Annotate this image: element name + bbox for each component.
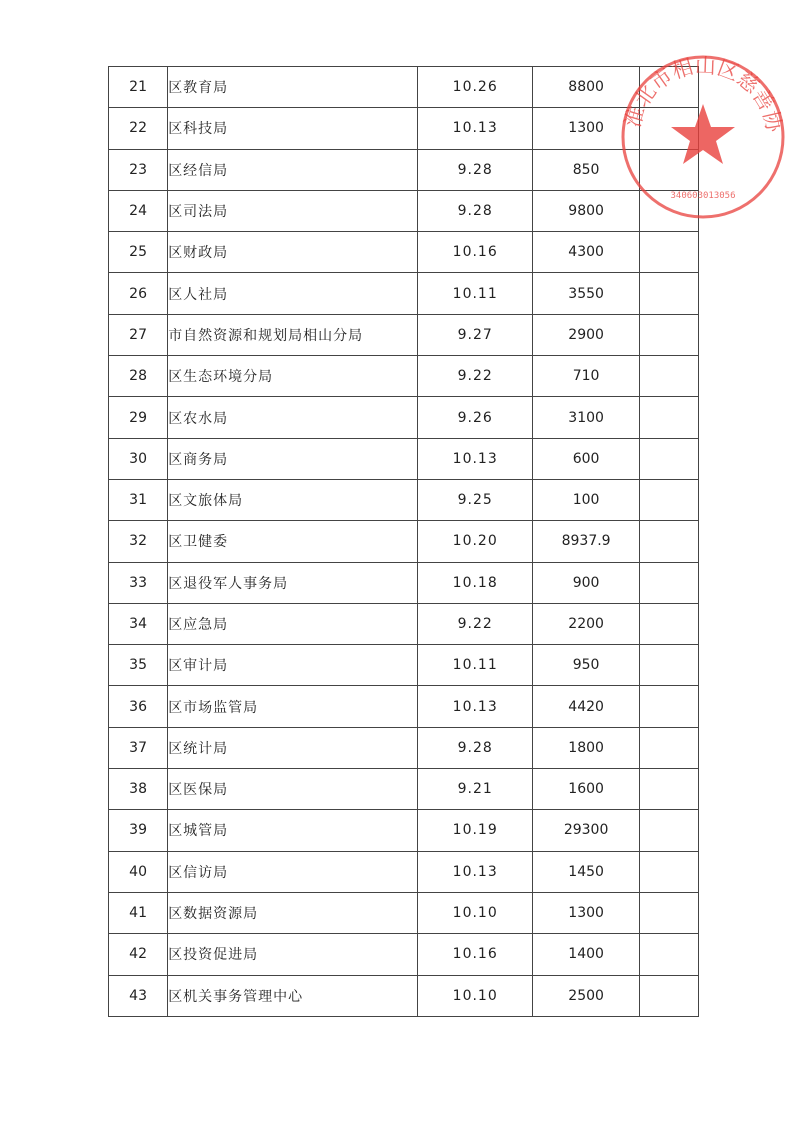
row-number-cell: 32 <box>109 521 168 562</box>
table-row <box>109 975 699 1016</box>
date-cell: 10.10 <box>418 975 533 1016</box>
row-number-cell: 26 <box>109 273 168 314</box>
amount-cell: 3100 <box>533 397 639 438</box>
unit-name-cell: 区教育局 <box>168 67 418 108</box>
row-number-cell: 33 <box>109 562 168 603</box>
row-number-cell: 28 <box>109 356 168 397</box>
table-row <box>109 892 699 933</box>
row-number-cell: 25 <box>109 232 168 273</box>
unit-name-cell: 区农水局 <box>168 397 418 438</box>
unit-name-cell: 区商务局 <box>168 438 418 479</box>
row-number-cell: 29 <box>109 397 168 438</box>
table-row <box>109 273 699 314</box>
date-cell: 10.18 <box>418 562 533 603</box>
remark-cell <box>639 810 698 851</box>
amount-cell: 950 <box>533 645 639 686</box>
remark-cell <box>639 769 698 810</box>
remark-cell <box>639 479 698 520</box>
date-cell: 9.27 <box>418 314 533 355</box>
unit-name-cell: 区科技局 <box>168 108 418 149</box>
date-cell: 10.19 <box>418 810 533 851</box>
remark-cell <box>639 232 698 273</box>
unit-name-cell: 区数据资源局 <box>168 892 418 933</box>
date-cell: 9.22 <box>418 603 533 644</box>
date-cell: 10.13 <box>418 438 533 479</box>
row-number-cell: 42 <box>109 934 168 975</box>
table-row <box>109 232 699 273</box>
row-number-cell: 21 <box>109 67 168 108</box>
table-row <box>109 67 699 108</box>
amount-cell: 1800 <box>533 727 639 768</box>
date-cell: 10.20 <box>418 521 533 562</box>
table-row <box>109 108 699 149</box>
table-row <box>109 686 699 727</box>
date-cell: 9.26 <box>418 397 533 438</box>
date-cell: 10.16 <box>418 232 533 273</box>
remark-cell <box>639 975 698 1016</box>
remark-cell <box>639 851 698 892</box>
date-cell: 10.10 <box>418 892 533 933</box>
date-cell: 10.13 <box>418 686 533 727</box>
row-number-cell: 37 <box>109 727 168 768</box>
table-row <box>109 810 699 851</box>
table-row <box>109 397 699 438</box>
date-cell: 9.21 <box>418 769 533 810</box>
row-number-cell: 30 <box>109 438 168 479</box>
amount-cell: 4300 <box>533 232 639 273</box>
remark-cell <box>639 67 698 108</box>
remark-cell <box>639 397 698 438</box>
amount-cell: 1600 <box>533 769 639 810</box>
table-row <box>109 934 699 975</box>
amount-cell: 8800 <box>533 67 639 108</box>
amount-cell: 850 <box>533 149 639 190</box>
remark-cell <box>639 190 698 231</box>
table-row <box>109 190 699 231</box>
donation-table-body <box>109 67 699 1017</box>
date-cell: 9.28 <box>418 190 533 231</box>
row-number-cell: 41 <box>109 892 168 933</box>
date-cell: 10.11 <box>418 273 533 314</box>
amount-cell: 2500 <box>533 975 639 1016</box>
row-number-cell: 35 <box>109 645 168 686</box>
unit-name-cell: 区人社局 <box>168 273 418 314</box>
table-row <box>109 562 699 603</box>
seal-text-path: 淮北市相山区慈善协 <box>620 53 787 135</box>
row-number-cell: 36 <box>109 686 168 727</box>
amount-cell: 9800 <box>533 190 639 231</box>
unit-name-cell: 区市场监管局 <box>168 686 418 727</box>
remark-cell <box>639 603 698 644</box>
row-number-cell: 34 <box>109 603 168 644</box>
amount-cell: 1450 <box>533 851 639 892</box>
amount-cell: 2900 <box>533 314 639 355</box>
table-row <box>109 438 699 479</box>
seal-code: 340603013056 <box>670 191 736 201</box>
remark-cell <box>639 438 698 479</box>
date-cell: 9.28 <box>418 149 533 190</box>
unit-name-cell: 区司法局 <box>168 190 418 231</box>
date-cell: 10.26 <box>418 67 533 108</box>
unit-name-cell: 区信访局 <box>168 851 418 892</box>
remark-cell <box>639 727 698 768</box>
unit-name-cell: 区经信局 <box>168 149 418 190</box>
row-number-cell: 43 <box>109 975 168 1016</box>
amount-cell: 1300 <box>533 892 639 933</box>
row-number-cell: 40 <box>109 851 168 892</box>
unit-name-cell: 区机关事务管理中心 <box>168 975 418 1016</box>
row-number-cell: 27 <box>109 314 168 355</box>
unit-name-cell: 区应急局 <box>168 603 418 644</box>
table-row <box>109 479 699 520</box>
remark-cell <box>639 562 698 603</box>
remark-cell <box>639 521 698 562</box>
unit-name-cell: 区医保局 <box>168 769 418 810</box>
date-cell: 10.11 <box>418 645 533 686</box>
unit-name-cell: 区投资促进局 <box>168 934 418 975</box>
row-number-cell: 39 <box>109 810 168 851</box>
amount-cell: 1400 <box>533 934 639 975</box>
remark-cell <box>639 273 698 314</box>
remark-cell <box>639 356 698 397</box>
date-cell: 10.13 <box>418 851 533 892</box>
row-number-cell: 23 <box>109 149 168 190</box>
amount-cell: 2200 <box>533 603 639 644</box>
row-number-cell: 38 <box>109 769 168 810</box>
remark-cell <box>639 892 698 933</box>
row-number-cell: 31 <box>109 479 168 520</box>
table-row <box>109 851 699 892</box>
unit-name-cell: 区城管局 <box>168 810 418 851</box>
remark-cell <box>639 149 698 190</box>
amount-cell: 29300 <box>533 810 639 851</box>
amount-cell: 3550 <box>533 273 639 314</box>
remark-cell <box>639 108 698 149</box>
amount-cell: 1300 <box>533 108 639 149</box>
unit-name-cell: 区审计局 <box>168 645 418 686</box>
donation-table <box>108 66 699 1017</box>
amount-cell: 4420 <box>533 686 639 727</box>
remark-cell <box>639 314 698 355</box>
row-number-cell: 22 <box>109 108 168 149</box>
amount-cell: 8937.9 <box>533 521 639 562</box>
amount-cell: 900 <box>533 562 639 603</box>
remark-cell <box>639 686 698 727</box>
table-row <box>109 314 699 355</box>
unit-name-cell: 市自然资源和规划局相山分局 <box>168 314 418 355</box>
table-row <box>109 603 699 644</box>
table-row <box>109 645 699 686</box>
table-row <box>109 727 699 768</box>
amount-cell: 600 <box>533 438 639 479</box>
table-row <box>109 149 699 190</box>
remark-cell <box>639 934 698 975</box>
unit-name-cell: 区财政局 <box>168 232 418 273</box>
unit-name-cell: 区统计局 <box>168 727 418 768</box>
date-cell: 10.16 <box>418 934 533 975</box>
table-row <box>109 521 699 562</box>
date-cell: 10.13 <box>418 108 533 149</box>
unit-name-cell: 区卫健委 <box>168 521 418 562</box>
unit-name-cell: 区文旅体局 <box>168 479 418 520</box>
date-cell: 9.22 <box>418 356 533 397</box>
row-number-cell: 24 <box>109 190 168 231</box>
date-cell: 9.28 <box>418 727 533 768</box>
unit-name-cell: 区生态环境分局 <box>168 356 418 397</box>
remark-cell <box>639 645 698 686</box>
table-row <box>109 356 699 397</box>
amount-cell: 100 <box>533 479 639 520</box>
unit-name-cell: 区退役军人事务局 <box>168 562 418 603</box>
table-row <box>109 769 699 810</box>
amount-cell: 710 <box>533 356 639 397</box>
date-cell: 9.25 <box>418 479 533 520</box>
